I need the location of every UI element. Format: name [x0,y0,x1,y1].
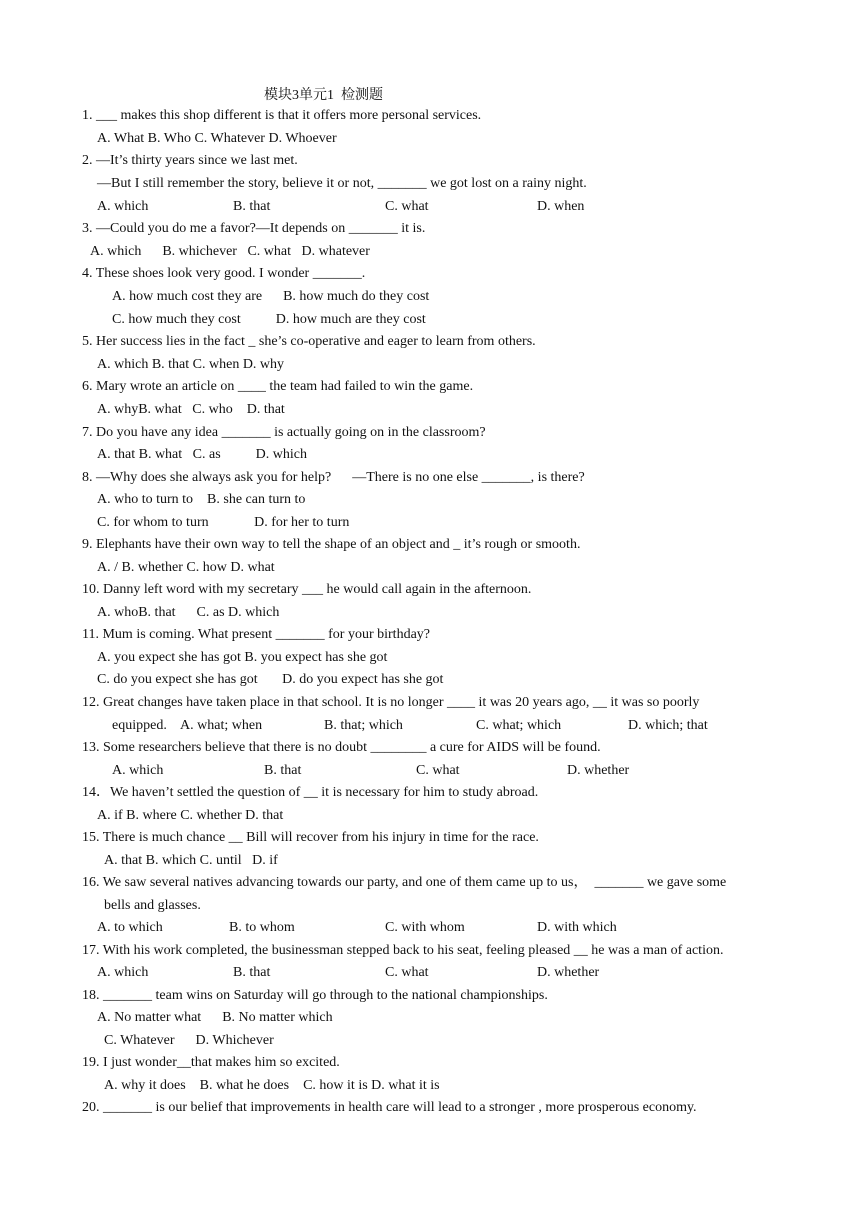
question-line: 17. With his work completed, the businessman stepped back to his seat, feeling pleased __ he was a man of action. [82,943,724,958]
question-line: A. No matter what B. No matter which [97,1010,333,1025]
option-b: B. that [233,199,271,214]
question-line: A. how much cost they are B. how much do they cost [112,289,430,304]
question-line: 10. Danny left word with my secretary ___ he would call again in the afternoon. [82,582,532,597]
question-line: A. that B. which C. until D. if [104,853,278,868]
question-line: 16. We saw several natives advancing towards our party, and one of them came up to us， _______ we gave some [82,875,727,890]
question-line: 11. Mum is coming. What present _______ for your birthday? [82,627,430,642]
option-b: B. that [264,763,302,778]
question-line: A. that B. what C. as D. which [97,447,307,462]
question-line: 13. Some researchers believe that there is no doubt ________ a cure for AIDS will be found. [82,740,601,755]
option-c: C. what [385,965,429,980]
option-b: B. to whom [229,920,295,935]
question-line: 12. Great changes have taken place in that school. It is no longer ____ it was 20 years ago, __ it was so poorly [82,695,700,710]
question-line: 8. —Why does she always ask you for help? —There is no one else _______, is there? [82,470,585,485]
page-title: 模块3单元1 检测题 [264,88,383,103]
option-c: C. what [385,199,429,214]
option-b: B. that; which [324,718,403,733]
question-line: A. who to turn to B. she can turn to [97,492,306,507]
question-line: A. whyB. what C. who D. that [97,402,285,417]
option-d: D. which; that [628,718,708,733]
option-c: C. with whom [385,920,465,935]
question-line: 15. There is much chance __ Bill will recover from his injury in time for the race. [82,830,539,845]
question-line: 2. —It’s thirty years since we last met. [82,153,298,168]
question-line: 5. Her success lies in the fact _ she’s co-operative and eager to learn from others. [82,334,536,349]
question-line: 14．We haven’t settled the question of __ it is necessary for him to study abroad. [82,785,539,800]
question-line: 18. _______ team wins on Saturday will go through to the national championships. [82,988,548,1003]
question-line: A. which B. that C. when D. why [97,357,285,372]
question-line: A. which [97,965,149,980]
question-line: 9. Elephants have their own way to tell the shape of an object and _ it’s rough or smooth. [82,537,581,552]
question-line: A. to which [97,920,163,935]
question-line: C. for whom to turn D. for her to turn [97,515,350,530]
question-line: 1. ___ makes this shop different is that it offers more personal services. [82,108,482,123]
question-line: A. whoB. that C. as D. which [97,605,280,620]
question-line: 19. I just wonder__that makes him so excited. [82,1055,340,1070]
question-line: A. / B. whether C. how D. what [97,560,275,575]
question-line: A. which [112,763,164,778]
question-line: C. do you expect she has got D. do you expect has she got [97,672,444,687]
option-d: D. with which [537,920,617,935]
option-d: D. whether [567,763,630,778]
question-line: A. which B. whichever C. what D. whatever [90,244,370,259]
question-line: 4. These shoes look very good. I wonder _______. [82,266,366,281]
question-line: C. Whatever D. Whichever [104,1033,274,1048]
question-line: A. if B. where C. whether D. that [97,808,284,823]
question-line: A. which [97,199,149,214]
question-line: 20. _______ is our belief that improvements in health care will lead to a stronger , more prosperous economy. [82,1100,697,1115]
question-line: 7. Do you have any idea _______ is actually going on in the classroom? [82,425,486,440]
question-line: 3. —Could you do me a favor?—It depends on _______ it is. [82,221,426,236]
option-d: D. whether [537,965,600,980]
question-line: C. how much they cost D. how much are they cost [112,312,426,327]
option-c: C. what; which [476,718,562,733]
option-b: B. that [233,965,271,980]
option-c: C. what [416,763,460,778]
question-line: A. What B. Who C. Whatever D. Whoever [97,131,337,146]
question-line: bells and glasses. [104,898,201,913]
question-line: 6. Mary wrote an article on ____ the team had failed to win the game. [82,379,474,394]
question-line: A. you expect she has got B. you expect has she got [97,650,388,665]
question-line: equipped. A. what; when [112,718,263,733]
question-line: —But I still remember the story, believe it or not, _______ we got lost on a rainy night. [97,176,587,191]
question-line: A. why it does B. what he does C. how it is D. what it is [104,1078,440,1093]
option-d: D. when [537,199,585,214]
